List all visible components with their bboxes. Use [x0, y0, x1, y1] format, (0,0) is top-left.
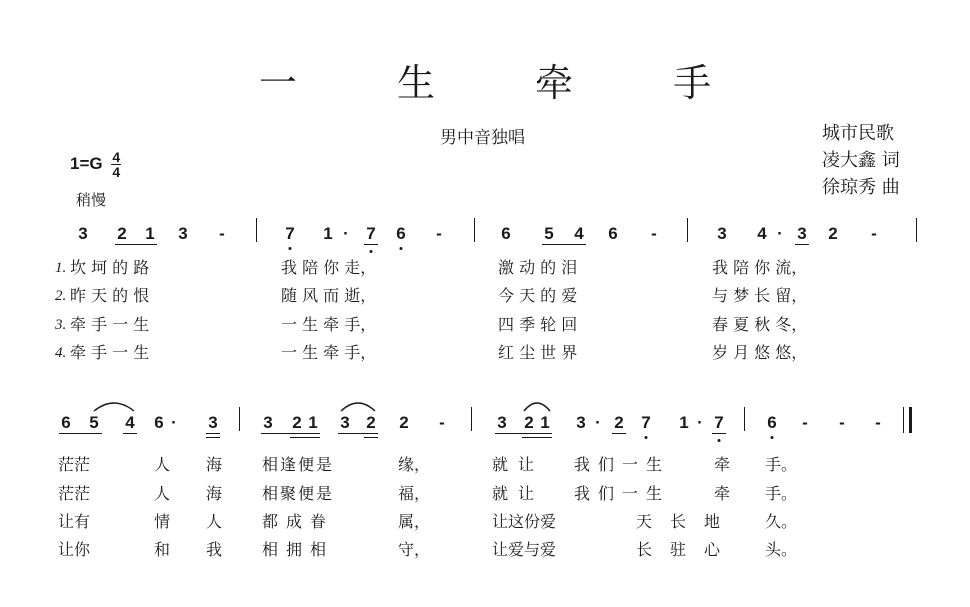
lyric-phrase: 与 梦 长 留， — [712, 286, 808, 305]
lyric-phrase: 缘， — [398, 455, 431, 474]
low-octave-dot — [771, 436, 774, 439]
lyric-phrase: 相聚便是 — [262, 484, 335, 503]
sixteenth-beam — [612, 433, 626, 434]
note: 6 — [396, 224, 406, 243]
verse-number: 3. — [55, 317, 67, 333]
note: 3 — [717, 224, 727, 243]
lyric-phrase: 昨 天 的 恨 — [70, 286, 150, 305]
note: 2 — [292, 413, 302, 432]
dot: · — [595, 413, 601, 432]
tie-arc — [522, 399, 552, 413]
lyric-phrase: 今 天 的 爱 — [498, 286, 578, 305]
tie-arc — [92, 399, 136, 413]
credits — [822, 120, 900, 201]
note: 2 — [399, 413, 409, 432]
eighth-beam — [338, 433, 378, 434]
sixteenth-beam — [364, 437, 378, 438]
lyric-phrase: 人 — [154, 455, 171, 474]
sixteenth-beam — [712, 433, 726, 434]
lyric-phrase: 手。 — [765, 484, 798, 503]
time-signature-bottom: 4 — [112, 164, 121, 180]
eighth-beam — [495, 433, 552, 434]
key-label: 1=G — [70, 153, 103, 173]
lyric-phrase: 牵 手 一 生 — [70, 343, 150, 362]
lyric-phrase: 激 动 的 泪 — [498, 258, 578, 277]
note: 1 — [145, 224, 155, 243]
sixteenth-beam — [206, 437, 220, 438]
lyric-phrase: 让有 — [58, 512, 91, 531]
lyric-phrase: 牵 手 一 生 — [70, 315, 150, 334]
lyric-phrase: 让这份爱 — [492, 512, 557, 531]
low-octave-dot — [645, 436, 648, 439]
low-octave-dot — [370, 250, 373, 253]
lyric-phrase: 我 陪 你 走， — [281, 258, 377, 277]
eighth-beam — [59, 433, 102, 434]
time-signature — [111, 150, 121, 179]
lyric-phrase: 红 尘 世 界 — [498, 343, 578, 362]
dash: - — [802, 413, 808, 432]
dash: - — [875, 413, 881, 432]
bar-line — [744, 407, 745, 431]
note: 2 — [366, 413, 376, 432]
lyric-phrase: 让爱与爱 — [492, 540, 557, 559]
note: 2 — [117, 224, 127, 243]
note: 3 — [208, 413, 218, 432]
lyric-phrase: 守， — [398, 540, 431, 559]
note: 7 — [285, 224, 295, 243]
note: 3 — [78, 224, 88, 243]
note: 3 — [178, 224, 188, 243]
verse-number: 1. — [55, 260, 67, 276]
low-octave-dot — [400, 247, 403, 250]
time-signature-top: 4 — [112, 149, 121, 165]
note: 2 — [614, 413, 624, 432]
note: 6 — [61, 413, 71, 432]
eighth-beam — [542, 244, 586, 245]
final-bar-line-thin — [903, 407, 904, 433]
note: 6 — [608, 224, 618, 243]
dot: · — [171, 413, 177, 432]
verse-number: 4. — [55, 345, 67, 361]
note: 1 — [540, 413, 550, 432]
note: 4 — [757, 224, 767, 243]
sixteenth-beam — [364, 244, 378, 245]
lyric-phrase: 牵 — [714, 484, 731, 503]
note: 7 — [714, 413, 724, 432]
lyric-phrase: 头。 — [765, 540, 798, 559]
note: 4 — [125, 413, 135, 432]
note: 1 — [679, 413, 689, 432]
genre-label: 城市民歌 — [822, 123, 894, 144]
eighth-beam — [115, 244, 157, 245]
lyric-phrase: 就让 — [492, 455, 545, 474]
bar-line — [256, 218, 257, 242]
eighth-beam — [123, 433, 137, 434]
lyric-phrase: 茫茫 — [58, 455, 91, 474]
note: 3 — [497, 413, 507, 432]
lyric-phrase: 春 夏 秋 冬， — [712, 315, 808, 334]
note: 6 — [767, 413, 777, 432]
lyric-phrase: 和 — [154, 540, 171, 559]
lyric-phrase: 牵 — [714, 455, 731, 474]
note: 3 — [576, 413, 586, 432]
bar-line — [916, 218, 917, 242]
lyric-phrase: 我们一生 — [574, 455, 671, 474]
note: 2 — [828, 224, 838, 243]
lyric-phrase: 都成眷 — [262, 512, 335, 531]
eighth-beam — [261, 433, 320, 434]
note: 4 — [574, 224, 584, 243]
lyric-phrase: 属， — [398, 512, 431, 531]
sixteenth-beam — [522, 437, 552, 438]
note: 5 — [89, 413, 99, 432]
bar-line — [474, 218, 475, 242]
dash: - — [651, 224, 657, 243]
lyric-phrase: 让你 — [58, 540, 91, 559]
sixteenth-beam — [290, 437, 320, 438]
lyric-phrase: 人 — [206, 512, 223, 531]
dot: · — [777, 224, 783, 243]
lyric-phrase: 茫茫 — [58, 484, 91, 503]
lyric-phrase: 相逢便是 — [262, 455, 335, 474]
dot: · — [697, 413, 703, 432]
lyric-phrase: 岁 月 悠 悠， — [712, 343, 808, 362]
lyric-phrase: 四 季 轮 回 — [498, 315, 578, 334]
dash: - — [439, 413, 445, 432]
lyric-phrase: 坎 坷 的 路 — [70, 258, 150, 277]
lyric-phrase: 我们一生 — [574, 484, 671, 503]
note: 7 — [366, 224, 376, 243]
lyric-phrase: 手。 — [765, 455, 798, 474]
bar-line — [687, 218, 688, 242]
lyric-phrase: 情 — [154, 512, 171, 531]
note: 5 — [544, 224, 554, 243]
note: 6 — [154, 413, 164, 432]
final-bar-line-thick — [909, 407, 912, 433]
lyric-phrase: 相拥相 — [262, 540, 335, 559]
lyric-phrase: 长驻心 — [636, 540, 739, 559]
dash: - — [436, 224, 442, 243]
eighth-beam — [206, 433, 220, 434]
low-octave-dot — [718, 439, 721, 442]
lyric-phrase: 久。 — [765, 512, 798, 531]
bar-line — [239, 407, 240, 431]
note: 1 — [308, 413, 318, 432]
lyric-phrase: 海 — [206, 484, 223, 503]
note: 6 — [501, 224, 511, 243]
lyric-phrase: 我 — [206, 540, 223, 559]
note: 3 — [797, 224, 807, 243]
note: 3 — [263, 413, 273, 432]
dot: · — [343, 224, 349, 243]
key-signature — [70, 150, 121, 179]
lyricist-label: 凌大鑫 词 — [822, 150, 900, 171]
dash: - — [839, 413, 845, 432]
lyric-phrase: 一 生 牵 手， — [281, 315, 377, 334]
lyric-phrase: 就让 — [492, 484, 545, 503]
lyric-phrase: 我 陪 你 流， — [712, 258, 808, 277]
composer-label: 徐琼秀 曲 — [822, 177, 900, 198]
sixteenth-beam — [795, 244, 809, 245]
note: 1 — [323, 224, 333, 243]
note: 3 — [340, 413, 350, 432]
lyric-phrase: 随 风 而 逝， — [281, 286, 377, 305]
lyric-phrase: 福， — [398, 484, 431, 503]
lyric-phrase: 一 生 牵 手， — [281, 343, 377, 362]
dash: - — [871, 224, 877, 243]
song-title: 一 生 牵 手 — [258, 61, 756, 105]
note: 7 — [641, 413, 651, 432]
dash: - — [219, 224, 225, 243]
verse-number: 2. — [55, 288, 67, 304]
tie-arc — [339, 399, 377, 413]
performance-note: 男中音独唱 — [440, 128, 525, 148]
lyric-phrase: 人 — [154, 484, 171, 503]
lyric-phrase: 天长地 — [636, 512, 739, 531]
tempo-marking: 稍慢 — [76, 191, 107, 209]
bar-line — [471, 407, 472, 431]
note: 2 — [524, 413, 534, 432]
low-octave-dot — [289, 247, 292, 250]
lyric-phrase: 海 — [206, 455, 223, 474]
